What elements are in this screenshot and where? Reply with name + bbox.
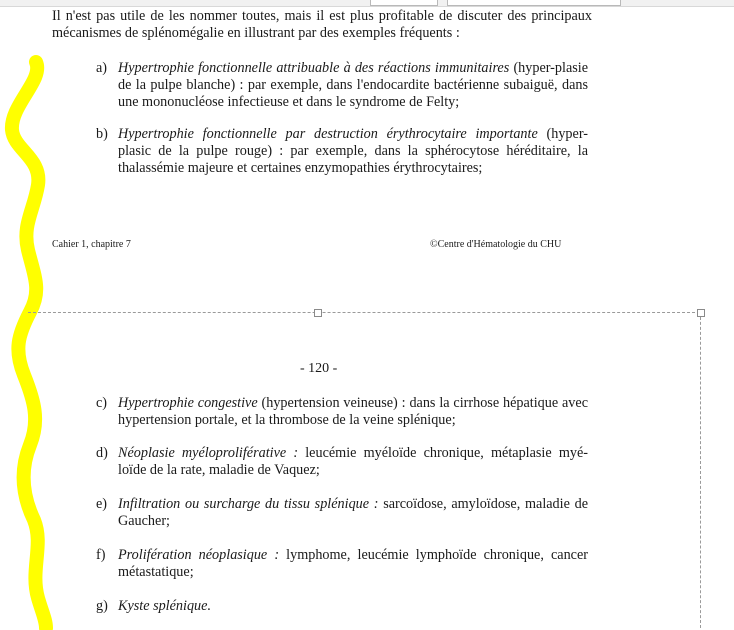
resize-handle-corner[interactable] [697, 309, 705, 317]
list-item-d [96, 445, 588, 479]
page-margin-line [700, 312, 701, 628]
list-item-e [96, 496, 588, 530]
toolbar-field[interactable] [370, 0, 438, 6]
list-title: Néoplasie myéloproliférative : [118, 445, 299, 461]
list-item-c [96, 395, 588, 429]
list-label: a) [96, 60, 108, 76]
list-title: Hypertrophie congestive [118, 395, 258, 411]
list-text: (hyper-plasie de la pulpe blanche) : par exemple, dans l'endocardite bactérienne subaiguë, dans une mononucléose infectieuse et dans le syndrome de Felty; [118, 60, 589, 110]
list-label: f) [96, 547, 106, 563]
list-label: b) [96, 126, 108, 142]
resize-handle[interactable] [314, 309, 322, 317]
list-item-f [96, 547, 588, 581]
page-break-line [28, 312, 700, 313]
list-label: e) [96, 496, 108, 512]
page-number: - 120 - [300, 361, 338, 376]
toolbar-field-wide[interactable] [447, 0, 621, 6]
list-title: Infiltration ou surcharge du tissu splénique : [118, 496, 379, 512]
list-title: Hypertrophie fonctionnelle par destruction érythrocytaire importante [118, 126, 538, 142]
toolbar-strip [0, 0, 734, 7]
list-item-b [96, 126, 588, 177]
list-label: g) [96, 598, 108, 614]
list-item-a [96, 60, 588, 111]
footer-chapter: Cahier 1, chapitre 7 [52, 239, 131, 250]
intro-paragraph: Il n'est pas utile de les nommer toutes, mais il est plus profitable de discuter des principaux mécanismes de splénomégalie en illustrant par des exemples fréquents : [52, 8, 592, 41]
list-text: sarcoïdose, amyloïdose, maladie de Gaucher; [118, 496, 588, 529]
list-text: leucémie myéloïde chronique, métaplasie myé-loïde de la rate, maladie de Vaquez; [118, 445, 588, 478]
footer-copyright: ©Centre d'Hématologie du CHU [430, 239, 562, 250]
list-title: Hypertrophie fonctionnelle attribuable à des réactions immunitaires [118, 60, 510, 76]
yellow-highlighter-stroke [0, 50, 60, 630]
list-title: Prolifération néoplasique : [118, 547, 280, 563]
list-text: (hypertension veineuse) : dans la cirrhose hépatique avec hypertension portale, et la thrombose de la veine splénique; [118, 395, 588, 428]
list-title: Kyste splénique. [118, 598, 211, 614]
list-label: c) [96, 395, 108, 411]
list-text: (hyper-plasic de la pulpe rouge) : par exemple, dans la sphérocytose héréditaire, la thalassémie majeure et certaines enzymopathies érythrocytaires; [118, 126, 588, 176]
list-item-g [96, 598, 588, 615]
list-text: lymphome, leucémie lymphoïde chronique, cancer métastatique; [118, 547, 588, 580]
list-label: d) [96, 445, 108, 461]
